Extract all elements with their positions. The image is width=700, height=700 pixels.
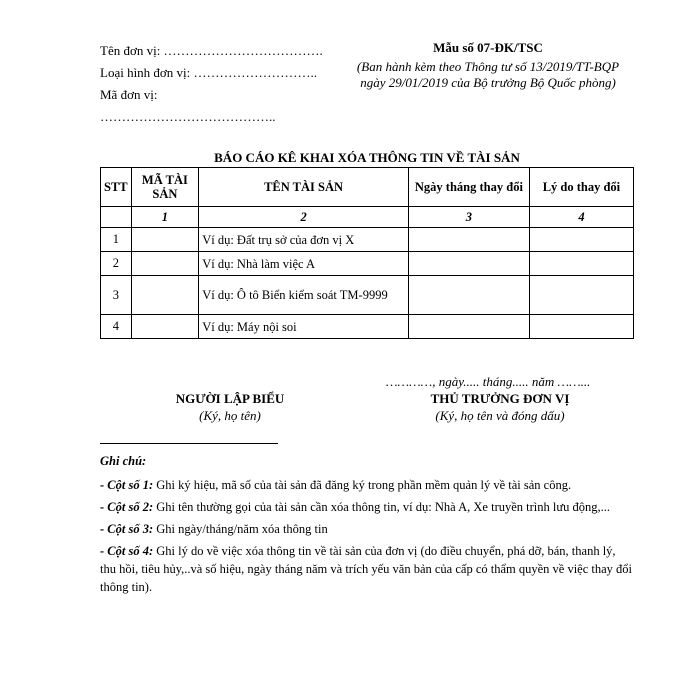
row-reason bbox=[529, 276, 633, 315]
notes-heading: Ghi chú: bbox=[100, 454, 147, 468]
index-cell bbox=[101, 207, 132, 228]
note-text: Ghi tên thường gọi của tài sản cần xóa thông tin, ví dụ: Nhà A, Xe truyền trình lưu động,... bbox=[153, 500, 611, 514]
index-cell: 1 bbox=[131, 207, 199, 228]
unit-type-line: Loại hình đơn vị: ……………………….. bbox=[100, 65, 318, 80]
note-label: - Cột số 2: bbox=[100, 500, 154, 514]
header-asset-name: TÊN TÀI SẢN bbox=[199, 168, 409, 207]
unit-name-line: Tên đơn vị: ………………………………. bbox=[100, 43, 323, 58]
index-cell: 4 bbox=[529, 207, 633, 228]
header-stt: STT bbox=[101, 168, 132, 207]
preparer-role: NGƯỜI LẬP BIỂU bbox=[175, 391, 285, 406]
note-text: Ghi ngày/tháng/năm xóa thông tin bbox=[153, 522, 328, 536]
table-row bbox=[101, 252, 634, 276]
note-label: - Cột số 4: bbox=[100, 544, 154, 558]
table-header-row bbox=[101, 168, 634, 207]
row-reason bbox=[529, 315, 633, 339]
asset-table bbox=[100, 167, 634, 339]
report-title: BÁO CÁO KÊ KHAI XÓA THÔNG TIN VỀ TÀI SẢN bbox=[214, 150, 520, 165]
divider-line bbox=[100, 443, 278, 444]
note-item bbox=[100, 520, 634, 538]
table-row bbox=[101, 315, 634, 339]
index-cell: 2 bbox=[199, 207, 409, 228]
row-code bbox=[131, 276, 199, 315]
note-label: - Cột số 3: bbox=[100, 522, 154, 536]
index-cell: 3 bbox=[408, 207, 529, 228]
preparer-signature-block bbox=[150, 390, 310, 424]
row-date bbox=[408, 252, 529, 276]
issued-by-line2: ngày 29/01/2019 của Bộ trưởng Bộ Quốc phòng) bbox=[360, 75, 616, 90]
preparer-hint: (Ký, họ tên) bbox=[199, 408, 261, 423]
head-role: THỦ TRƯỞNG ĐƠN VỊ bbox=[430, 391, 570, 406]
table-row bbox=[101, 276, 634, 315]
row-date bbox=[408, 276, 529, 315]
row-name: Ví dụ: Máy nội soi bbox=[199, 315, 409, 339]
row-code bbox=[131, 252, 199, 276]
note-text: Ghi lý do về việc xóa thông tin về tài sản của đơn vị (do điều chuyển, phá dỡ, bán, thanh lý, thu hồi, tiêu hủy,..và số hiệu, ngày tháng năm và trích yếu văn bản của cấp có thẩm quyền về việc thay đổi thông tin). bbox=[100, 544, 633, 594]
form-reference bbox=[338, 40, 638, 91]
unit-code-line: Mã đơn vị: bbox=[100, 87, 158, 102]
note-item bbox=[100, 542, 634, 596]
row-code bbox=[131, 315, 199, 339]
row-name: Ví dụ: Ô tô Biển kiểm soát TM-9999 bbox=[199, 276, 409, 315]
row-name: Ví dụ: Nhà làm việc A bbox=[199, 252, 409, 276]
row-reason bbox=[529, 228, 633, 252]
notes-section bbox=[100, 452, 634, 600]
column-index-row bbox=[101, 207, 634, 228]
table-row bbox=[101, 228, 634, 252]
row-code bbox=[131, 228, 199, 252]
row-stt: 1 bbox=[101, 228, 132, 252]
unit-info bbox=[100, 40, 360, 128]
row-name: Ví dụ: Đất trụ sở của đơn vị X bbox=[199, 228, 409, 252]
row-date bbox=[408, 315, 529, 339]
issued-by-line1: (Ban hành kèm theo Thông tư số 13/2019/TT-BQP bbox=[356, 59, 620, 74]
form-code: Mẫu số 07-ĐK/TSC bbox=[433, 40, 543, 55]
header-change-reason: Lý do thay đổi bbox=[529, 168, 633, 207]
head-signature-block bbox=[380, 390, 620, 424]
row-reason bbox=[529, 252, 633, 276]
date-line: …………, ngày..... tháng..... năm ……... bbox=[386, 374, 591, 389]
header-change-date: Ngày tháng thay đổi bbox=[408, 168, 529, 207]
note-item bbox=[100, 498, 634, 516]
note-item bbox=[100, 476, 634, 494]
row-stt: 4 bbox=[101, 315, 132, 339]
header-asset-code: MÃ TÀI SẢN bbox=[131, 168, 199, 207]
head-hint: (Ký, họ tên và đóng dấu) bbox=[435, 408, 565, 423]
unit-code-dots: ………………………………….. bbox=[100, 109, 276, 124]
row-stt: 3 bbox=[101, 276, 132, 315]
row-stt: 2 bbox=[101, 252, 132, 276]
note-label: - Cột số 1: bbox=[100, 478, 154, 492]
row-date bbox=[408, 228, 529, 252]
note-text: Ghi ký hiệu, mã số của tài sản đã đăng ký trong phần mềm quản lý về tài sản công. bbox=[153, 478, 572, 492]
